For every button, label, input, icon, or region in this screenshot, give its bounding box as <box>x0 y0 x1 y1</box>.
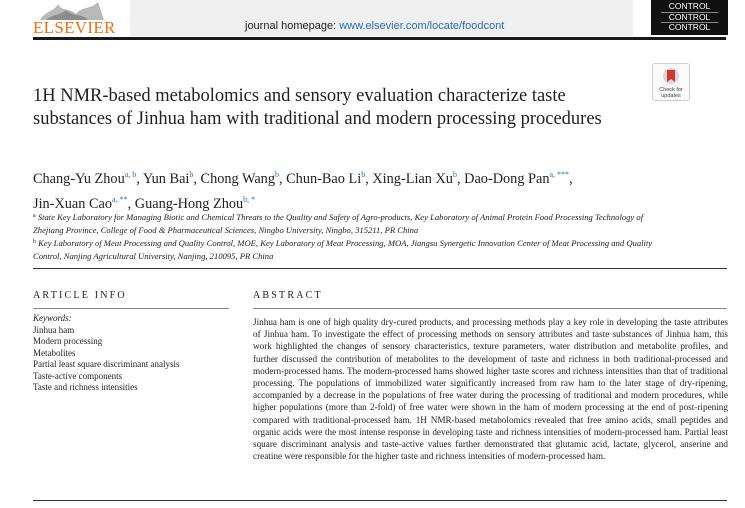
keyword-item: Taste and richness intensities <box>33 382 138 392</box>
author-separator: , <box>365 171 373 187</box>
homepage-link[interactable]: www.elsevier.com/locate/foodcont <box>339 20 505 32</box>
affiliations <box>33 210 653 262</box>
abstract-heading: ABSTRACT <box>253 290 323 301</box>
author-affiliation-marker[interactable]: b <box>452 170 457 179</box>
abstract-rule <box>253 308 727 309</box>
journal-cover-thumbnail[interactable] <box>651 0 728 35</box>
author-affiliation-marker[interactable]: b <box>361 170 366 179</box>
author-name[interactable]: Chun-Bao Li <box>286 171 362 187</box>
article-info-heading: ARTICLE INFO <box>33 290 127 301</box>
affiliation-marker: b <box>33 239 36 245</box>
author-separator: , <box>136 171 143 187</box>
author-affiliation-marker[interactable]: a, ** <box>112 194 128 204</box>
cover-line: CONTROL <box>661 2 718 13</box>
keyword-item: Taste-active components <box>33 370 123 381</box>
author-list <box>33 165 673 214</box>
bottom-divider <box>33 500 727 501</box>
affiliation-b <box>33 236 653 262</box>
affiliation-marker: a <box>33 213 36 219</box>
publisher-name: ELSEVIER <box>33 18 116 37</box>
affiliation-a <box>33 210 653 236</box>
author-name[interactable]: Jin-Xuan Cao <box>33 195 113 212</box>
section-divider <box>33 268 727 269</box>
author-name[interactable]: Chong Wang <box>200 171 275 187</box>
author-affiliation-marker[interactable]: b, * <box>243 194 256 204</box>
author-affiliation-marker[interactable]: a, b <box>124 170 137 179</box>
author-name[interactable]: Yun Bai <box>142 171 190 187</box>
author-name[interactable]: Xing-Lian Xu <box>372 171 453 187</box>
check-for-updates-button[interactable] <box>652 63 690 101</box>
keyword-item: Jinhua ham <box>33 324 75 335</box>
abstract-text: Jinhua ham is one of high quality dry-cured products, and processing methods play a key role in developing the taste attributes of Jinhua ham. To investigate the effect of processing methods on sensory attributes and taste substances of Jinhua ham, this work highlighted the changes of sensory characteristics, texture parameters, water distribution and metabolite profiles, and further discussed the contribution of metabolites to the development of taste and richness in both traditional-processed and modern-processed hams. The modern-processed hams showed higher taste scores and richness intensities than that of traditional processing. The populations of immobilized water significantly increased from raw ham to the later stage of dry-ripening, accompanied by a decrease in the populations of free water during the processing of traditional and modern procedures, while higher populations (more than 2-fold) of free water were shown in the ham of modern processing at the end of post-ripening compared with traditional-processed ham. 1H NMR-based metabolomics revealed that free amino acids, small peptides and organic acids were the most intense response in developing taste and richness intensities of modern-processed ham. Partial least square discriminant analysis and taste-active values further demonstrated that glutamic acid, lactate, glycerol, anserine and creatine were responsible for the higher taste and richness intensities of modern-processed ham. <box>253 317 728 462</box>
article-info-rule <box>33 308 229 309</box>
author-affiliation-marker[interactable]: a, *** <box>549 170 570 179</box>
author-separator: , <box>569 171 573 187</box>
header-rule <box>33 37 726 40</box>
homepage-label: journal homepage: <box>245 20 340 32</box>
article-title: 1H NMR-based metabolomics and sensory evaluation characterize taste substances of Jinhua ham with traditional and modern processing procedures <box>33 86 602 129</box>
check-updates-line2: updates <box>661 93 681 99</box>
author-separator: , <box>127 195 135 212</box>
elsevier-tree-logo <box>36 0 104 20</box>
author-name[interactable]: Guang-Hong Zhou <box>134 195 244 212</box>
author-separator: , <box>278 171 287 187</box>
affiliation-text: State Key Laboratory for Managing Biotic and Chemical Threats to the Quality and Safety of Agro-products, Key Laboratory of Animal Protein Food Processing Technology of Zhejiang Province, College of Food & Pharmaceutical Sciences, Ningbo University, Ningbo, 315211, PR China <box>33 212 644 235</box>
author-separator: , <box>193 171 201 187</box>
author-name[interactable]: Chang-Yu Zhou <box>33 171 125 187</box>
keyword-item: Metabolites <box>33 347 76 358</box>
keyword-item: Partial least square discriminant analysis <box>33 359 180 369</box>
author-affiliation-marker[interactable]: b <box>274 170 279 179</box>
keywords-label: Keywords: <box>33 313 72 323</box>
cover-line: CONTROL <box>668 22 711 32</box>
author-affiliation-marker[interactable]: b <box>189 170 194 179</box>
bookmark-icon <box>662 67 680 87</box>
cover-line: CONTROL <box>661 13 718 24</box>
keywords-block <box>33 313 233 394</box>
author-separator: , <box>456 171 465 187</box>
keywords-list <box>33 325 233 394</box>
journal-homepage <box>245 20 504 32</box>
check-updates-line1: Check for <box>659 87 683 93</box>
keyword-item: Modern processing <box>33 336 103 346</box>
affiliation-text: Key Laboratory of Meat Processing and Quality Control, MOE, Key Laboratory of Meat Processing, MOA, Jiangsu Synergetic Innovation Center of Meat Processing and Quality Control, Nanjing Agricultural University, Nanjing, 210095, PR China <box>33 238 653 261</box>
author-name[interactable]: Dao-Dong Pan <box>464 171 550 187</box>
